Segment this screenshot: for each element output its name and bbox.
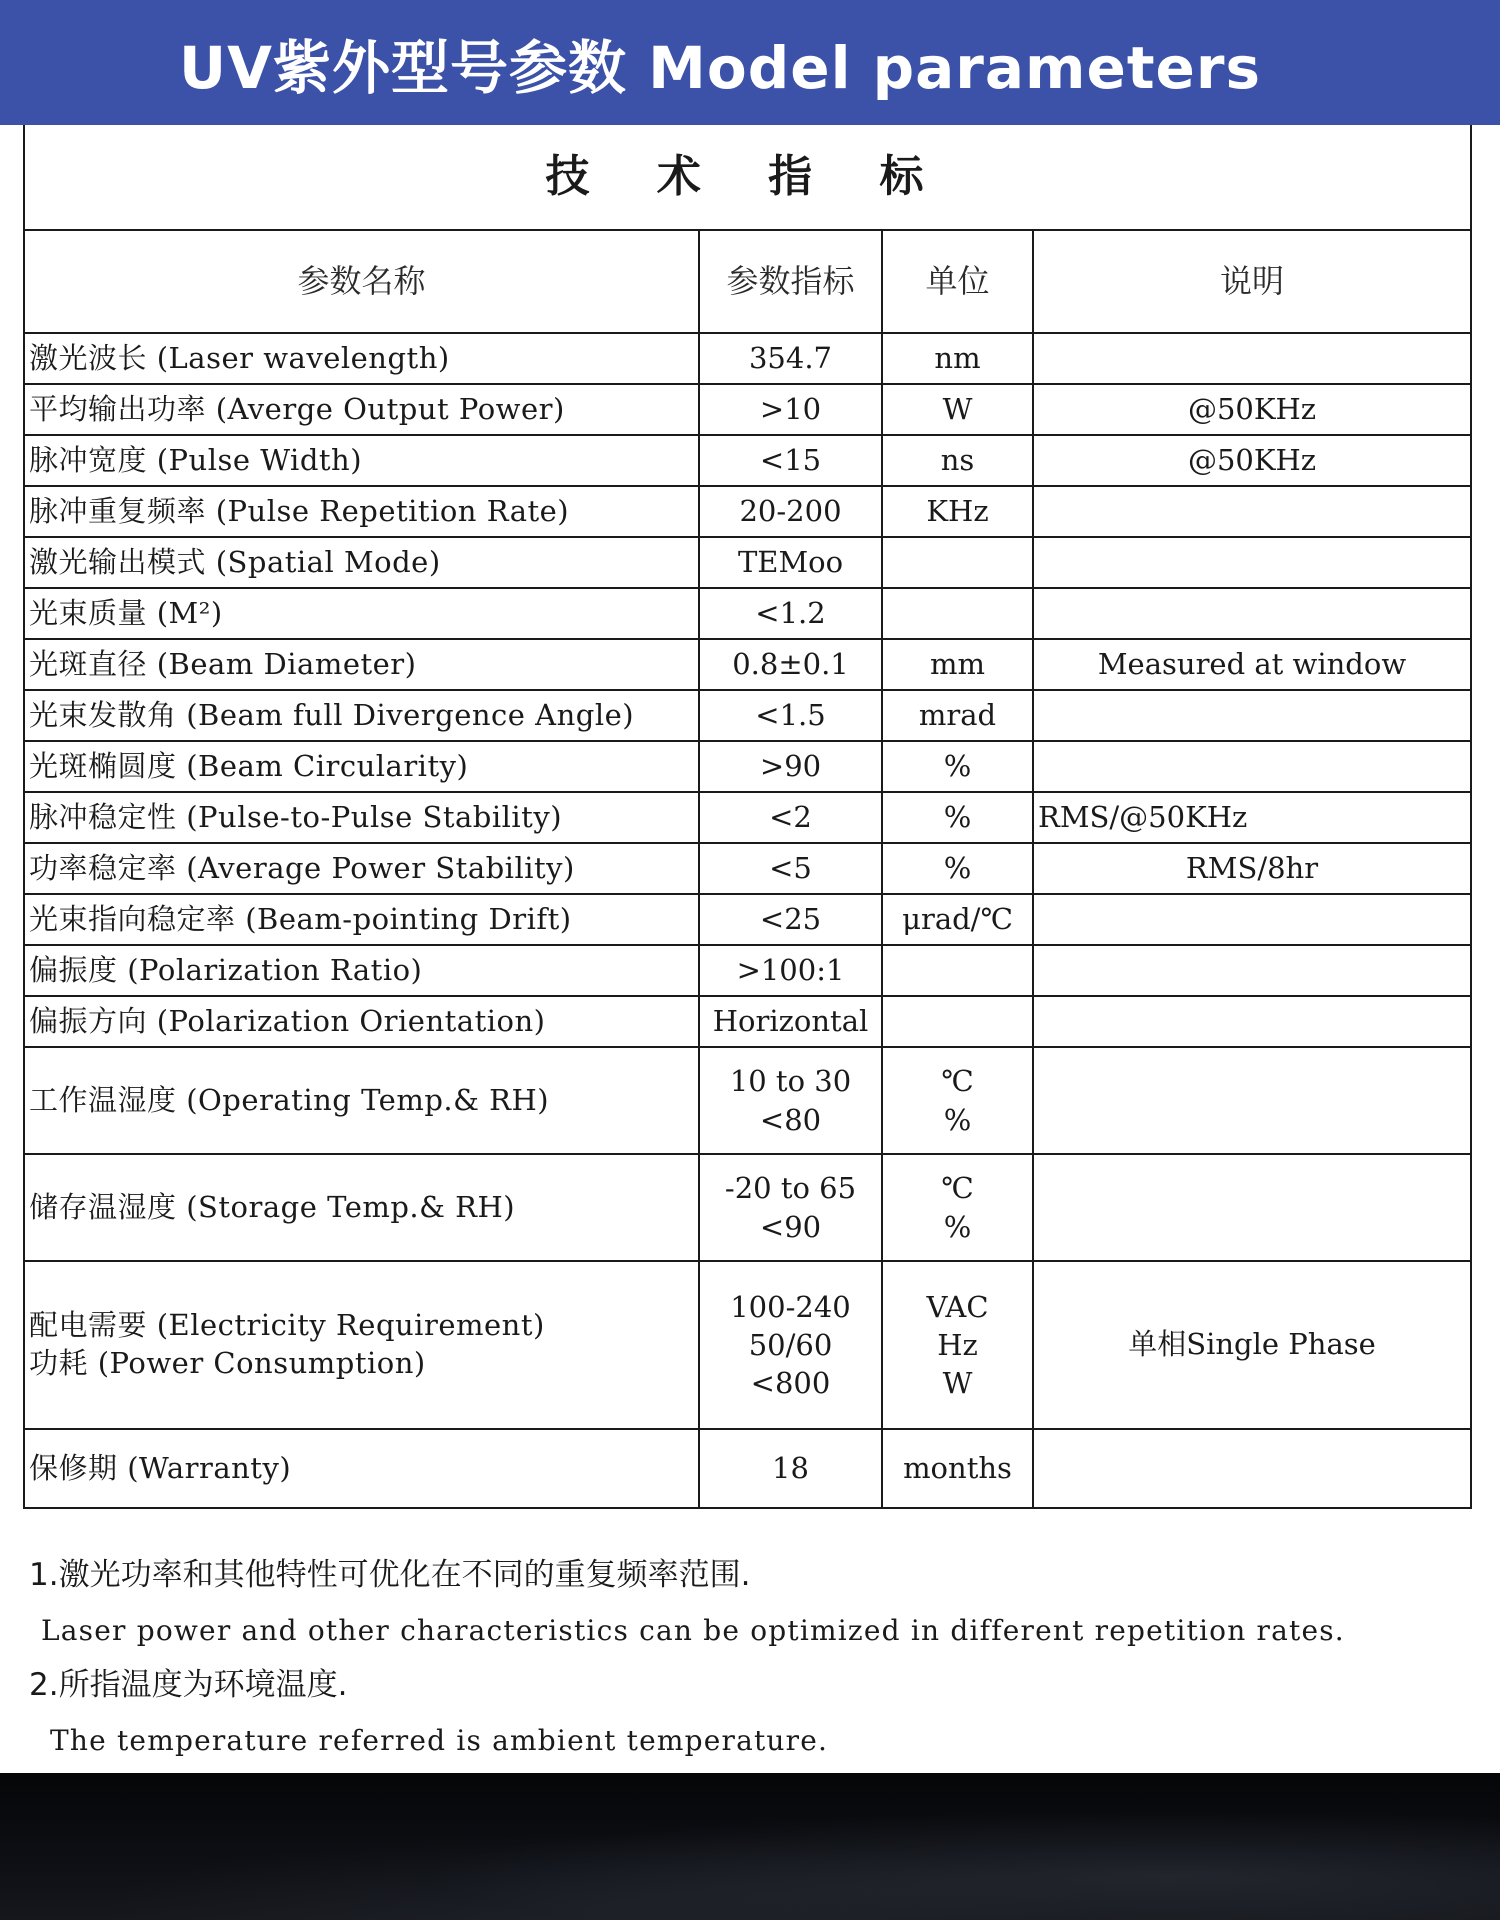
param-value: <5 [699, 843, 882, 894]
param-name: 工作温湿度 (Operating Temp.& RH) [24, 1047, 699, 1154]
param-unit: months [882, 1429, 1033, 1508]
table-row-warranty [24, 1429, 1471, 1508]
param-unit: μrad/℃ [882, 894, 1033, 945]
param-name: 偏振度 (Polarization Ratio) [24, 945, 699, 996]
operating-temp-value: 10 to 30 [729, 1064, 852, 1099]
table-row [24, 384, 1471, 435]
param-value: TEMoo [699, 537, 882, 588]
param-name: 激光波长 (Laser wavelength) [24, 333, 699, 384]
table-row [24, 537, 1471, 588]
param-note: @50KHz [1033, 435, 1471, 486]
param-note [1033, 741, 1471, 792]
param-value: <1.2 [699, 588, 882, 639]
table-row [24, 945, 1471, 996]
table-row [24, 843, 1471, 894]
param-unit [882, 1261, 1033, 1429]
param-note: Measured at window [1033, 639, 1471, 690]
table-title: 技 术 指 标 [24, 125, 1471, 230]
param-name: 脉冲重复频率 (Pulse Repetition Rate) [24, 486, 699, 537]
voltage-unit: VAC [926, 1289, 989, 1324]
param-name: 光束质量 (M²) [24, 588, 699, 639]
param-value: 20-200 [699, 486, 882, 537]
param-value: <1.5 [699, 690, 882, 741]
param-unit [882, 1154, 1033, 1261]
param-unit: % [882, 741, 1033, 792]
param-value: <15 [699, 435, 882, 486]
table-row [24, 792, 1471, 843]
param-unit: KHz [882, 486, 1033, 537]
param-name: 光束指向稳定率 (Beam-pointing Drift) [24, 894, 699, 945]
footnote-2-en: The temperature referred is ambient temperature. [50, 1724, 829, 1757]
param-name: 脉冲稳定性 (Pulse-to-Pulse Stability) [24, 792, 699, 843]
table-row [24, 639, 1471, 690]
param-name: 功率稳定率 (Average Power Stability) [24, 843, 699, 894]
param-value: >90 [699, 741, 882, 792]
param-note [1033, 1047, 1471, 1154]
table-row-operating [24, 1047, 1471, 1154]
footnote-1-cn: 1.激光功率和其他特性可优化在不同的重复频率范围. [29, 1557, 751, 1593]
table-header-row [24, 230, 1471, 333]
param-note [1033, 945, 1471, 996]
param-unit: mrad [882, 690, 1033, 741]
param-unit: % [882, 792, 1033, 843]
table-row [24, 486, 1471, 537]
header-param-name: 参数名称 [24, 230, 699, 333]
spec-sheet [23, 125, 1470, 1509]
footnote-2-cn: 2.所指温度为环境温度. [29, 1667, 348, 1703]
param-note: RMS/@50KHz [1033, 792, 1471, 843]
consumption-unit: W [942, 1366, 973, 1401]
param-note [1033, 996, 1471, 1047]
storage-rh-value: <90 [759, 1209, 822, 1244]
param-unit [882, 1047, 1033, 1154]
dark-background-band [0, 1773, 1500, 1920]
header-note: 说明 [1033, 230, 1471, 333]
param-note [1033, 588, 1471, 639]
table-row-electric [24, 1261, 1471, 1429]
table-row [24, 996, 1471, 1047]
footnote-1-en: Laser power and other characteristics can be optimized in different repetition rates. [41, 1614, 1345, 1647]
storage-rh-unit: % [943, 1209, 972, 1244]
consumption-value: <800 [750, 1366, 831, 1401]
frequency-unit: Hz [937, 1327, 978, 1362]
param-value: <25 [699, 894, 882, 945]
param-value: 354.7 [699, 333, 882, 384]
param-note [1033, 537, 1471, 588]
operating-rh-unit: % [943, 1102, 972, 1137]
param-name [24, 1261, 699, 1429]
param-note: @50KHz [1033, 384, 1471, 435]
param-value [699, 1261, 882, 1429]
table-row-storage [24, 1154, 1471, 1261]
spec-table [23, 125, 1472, 1509]
background-glow [0, 1773, 1500, 1920]
electricity-requirement-label: 配电需要 (Electricity Requirement) [29, 1308, 545, 1343]
param-name: 激光输出模式 (Spatial Mode) [24, 537, 699, 588]
param-note [1033, 1154, 1471, 1261]
param-value [699, 1047, 882, 1154]
param-note: RMS/8hr [1033, 843, 1471, 894]
frequency-value: 50/60 [748, 1327, 833, 1362]
param-value: <2 [699, 792, 882, 843]
param-name: 储存温湿度 (Storage Temp.& RH) [24, 1154, 699, 1261]
param-name: 保修期 (Warranty) [24, 1429, 699, 1508]
param-unit [882, 945, 1033, 996]
table-row [24, 333, 1471, 384]
param-unit: % [882, 843, 1033, 894]
param-value [699, 1154, 882, 1261]
param-unit: ns [882, 435, 1033, 486]
voltage-value: 100-240 [730, 1289, 851, 1324]
param-value: >10 [699, 384, 882, 435]
table-row [24, 690, 1471, 741]
param-name: 光斑直径 (Beam Diameter) [24, 639, 699, 690]
param-note [1033, 690, 1471, 741]
footnotes [29, 1548, 1479, 1768]
param-name: 偏振方向 (Polarization Orientation) [24, 996, 699, 1047]
table-row [24, 435, 1471, 486]
param-unit: mm [882, 639, 1033, 690]
param-note: 单相Single Phase [1033, 1261, 1471, 1429]
param-name: 光斑椭圆度 (Beam Circularity) [24, 741, 699, 792]
param-unit [882, 588, 1033, 639]
param-unit [882, 996, 1033, 1047]
header-param-value: 参数指标 [699, 230, 882, 333]
param-unit: nm [882, 333, 1033, 384]
param-name: 脉冲宽度 (Pulse Width) [24, 435, 699, 486]
param-value: 0.8±0.1 [699, 639, 882, 690]
table-row [24, 894, 1471, 945]
param-unit [882, 537, 1033, 588]
param-name: 平均输出功率 (Averge Output Power) [24, 384, 699, 435]
storage-temp-value: -20 to 65 [724, 1171, 857, 1206]
operating-rh-value: <80 [759, 1102, 822, 1137]
power-consumption-label: 功耗 (Power Consumption) [29, 1346, 426, 1380]
param-note [1033, 894, 1471, 945]
header-unit: 单位 [882, 230, 1033, 333]
param-note [1033, 1429, 1471, 1508]
param-value: >100:1 [699, 945, 882, 996]
param-note [1033, 333, 1471, 384]
param-note [1033, 486, 1471, 537]
param-unit: W [882, 384, 1033, 435]
banner-title: UV紫外型号参数 Model parameters [178, 33, 1262, 102]
param-name: 光束发散角 (Beam full Divergence Angle) [24, 690, 699, 741]
param-value: 18 [699, 1429, 882, 1508]
param-value: Horizontal [699, 996, 882, 1047]
storage-temp-unit: ℃ [941, 1171, 974, 1206]
table-row [24, 588, 1471, 639]
operating-temp-unit: ℃ [941, 1064, 974, 1099]
table-row [24, 741, 1471, 792]
header-banner [0, 0, 1500, 125]
